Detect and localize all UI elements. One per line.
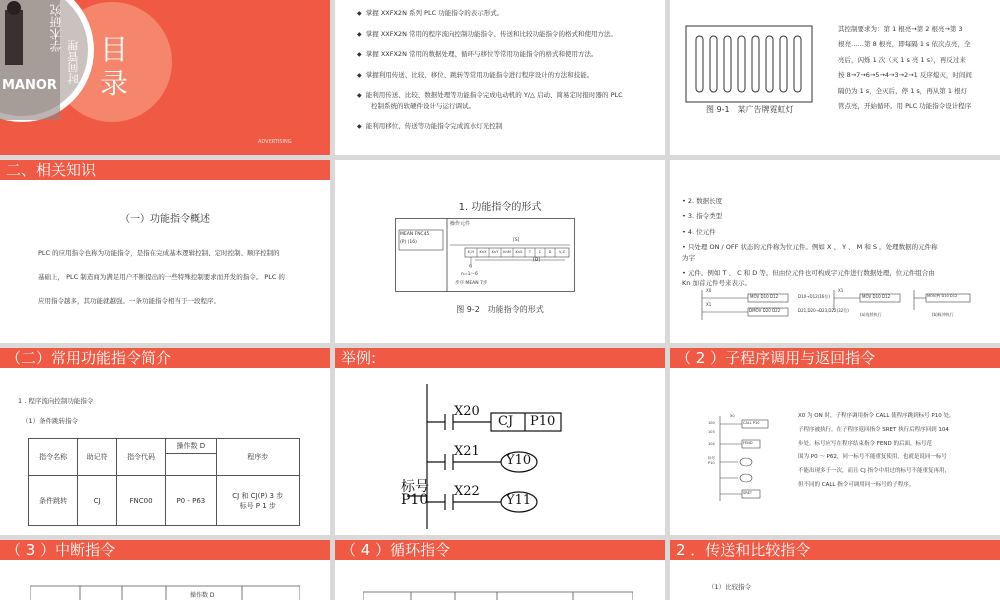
- sub-text-line: 子程序被执行。在子程序返回指令 SRET 执行后程序回到 104: [798, 426, 949, 433]
- datalen-item: • 4. 位元件: [682, 227, 716, 236]
- th-operand: 操作数 D: [166, 439, 216, 454]
- subroutine-text: [798, 412, 996, 490]
- datalen-item: • 2. 数据长度: [682, 197, 723, 205]
- interrupt-table-top: [30, 582, 300, 600]
- objective-item-cont: 控制系统的软硬件设计与运行调试。: [371, 101, 475, 110]
- neon-text-line: 亮后，闪烁 1 次（灭 1 s 亮 1 s），再反过来: [838, 55, 966, 64]
- form-box-1: MEAN FNC45: [400, 232, 430, 237]
- datalen-dmov: DMOV D20 D22: [749, 308, 781, 313]
- cover-side-text-2: [68, 40, 86, 84]
- objective-item: ◆ 能利用移位、传送等功能指令完成流水灯光控制: [357, 122, 503, 131]
- example-x21: X21: [454, 444, 480, 459]
- form-d-label: [D]: [533, 258, 540, 263]
- td-operand: P0 - P63: [166, 476, 216, 526]
- form-cell: C: [538, 250, 542, 254]
- sub-call: CALL P10: [743, 421, 760, 425]
- sub-text-line: 围为 P0 ～ P62，同一标号不能重复使用，也就是说同一标号: [798, 454, 947, 461]
- td-code: FNC00: [116, 476, 165, 526]
- example-label-1: 标号: [401, 479, 429, 495]
- sub-text-line: 但不同的 CALL 指令可调用同一标号的子程序。: [798, 481, 915, 488]
- datalen-movp: MOV(P) D10 D12: [927, 294, 958, 298]
- cj-table: [28, 438, 300, 526]
- example-y10: Y10: [506, 453, 532, 468]
- form-s-label: [S]: [513, 238, 520, 243]
- td-name: 条件跳转: [29, 476, 78, 526]
- slide-cover[interactable]: [0, 0, 330, 155]
- cover-title-2: 录: [100, 67, 129, 100]
- th-operand-sub: [166, 454, 216, 476]
- sub-label-1: 标号: [708, 456, 715, 460]
- form-cell: V,Z: [558, 250, 566, 254]
- slide-form[interactable]: [335, 160, 665, 343]
- sub-n3: 104: [708, 442, 715, 446]
- slide-knowledge[interactable]: [0, 160, 330, 343]
- form-caption: 图 9-2 功能指令的形式: [456, 305, 544, 314]
- slide-neon[interactable]: [670, 0, 1000, 155]
- example-label-2: P10: [401, 492, 429, 508]
- slide-subroutine[interactable]: [670, 348, 1000, 535]
- sub-n2: 103: [708, 430, 715, 434]
- neon-text-line: 其控制要求为：第 1 根亮→第 2 根亮→第 3: [838, 25, 963, 33]
- sub-text-line: 步处。标号应写在程序结束指令 FEND 的后面，标号范: [798, 440, 932, 447]
- cover-title-1: 目: [100, 33, 129, 66]
- td-steps: CJ 和 CJ(P) 3 步 标号 P 1 步: [216, 476, 299, 526]
- form-cell: T: [528, 250, 532, 254]
- slide-objectives[interactable]: [335, 0, 665, 155]
- subroutine-ladder: [708, 416, 788, 516]
- sub-n1: 100: [708, 421, 715, 425]
- th-name: 指令名称: [29, 439, 78, 476]
- th-code: 指令代码: [116, 439, 165, 476]
- neon-text-line: 根亮……第 8 根亮，即每隔 1 s 依次点亮，全: [838, 40, 971, 49]
- datalen-x0: X0: [706, 288, 712, 293]
- datalen-x1: X1: [706, 302, 712, 307]
- objective-item: ◆ 能利用传送、比较、数据处理等功能指令完成电动机的 Y/△ 启动、简易定时报时器的 PLC: [357, 91, 623, 100]
- sub-x0: X0: [730, 414, 735, 418]
- slide-example[interactable]: [335, 348, 665, 535]
- knowledge-para-2: 基础上， PLC 制造商为满足用户不断提出的一些特殊控制要求而开发的指令。 PLC 的: [38, 273, 285, 281]
- objective-item: ◆ 掌握 XXFX2N 系列 PLC 功能指令的表示形式。: [357, 9, 504, 17]
- sub-fend: FEND: [743, 441, 753, 445]
- neon-caption: 图 9-1 某广告牌霓虹灯: [706, 105, 794, 114]
- cover-footer: ADVERTISING: [258, 139, 292, 145]
- interrupt-operand: 操作数 D: [190, 592, 215, 599]
- loop-table-top: [363, 588, 633, 600]
- slide-common[interactable]: [0, 348, 330, 535]
- datalen-item: • 元件。例如 T 、 C 和 D 等。但由位元件也可构成字元件进行数据处理，位元件组合由: [682, 268, 935, 277]
- transfer-line-1: （1）比较指令: [708, 583, 752, 591]
- neon-text-line: 按 8→7→6→5→4→3→2→1 反序熄灭，时间间: [838, 71, 972, 80]
- slide-transfer[interactable]: [670, 540, 1000, 600]
- form-cell: KnS: [515, 250, 523, 254]
- sub-label-2: P10: [708, 461, 715, 465]
- slide-header: （ 3 ）中断指令: [0, 540, 330, 560]
- datalen-note-1: D10→D12(16位): [798, 294, 830, 299]
- form-steps: 步序 MEAN 7步: [455, 281, 488, 286]
- datalen-x1b: X1: [838, 288, 844, 293]
- slide-header: （ 2 ）子程序调用与返回指令: [670, 348, 1000, 368]
- datalen-mov: MOV D10 D12: [750, 294, 779, 299]
- cover-side-1: 学术研究: [49, 4, 63, 52]
- knowledge-subtitle: （一）功能指令概述: [120, 214, 210, 225]
- neon-text-line: 隔仍为 1 s，全灭后，停 1 s，再从第 1 根灯: [838, 86, 968, 95]
- objectives-list: [357, 8, 657, 132]
- datalen-item: • 3. 指令类型: [682, 212, 723, 221]
- objective-item: ◆ 掌握利用传送、比较、移位、跳转等常用功能指令进行程序设计的方法和技能。: [357, 70, 594, 79]
- datalen-cap-a: (a)连续执行: [860, 312, 882, 317]
- neon-text: [838, 24, 998, 111]
- example-x22: X22: [454, 484, 480, 499]
- slide-header: 二、相关知识: [0, 160, 330, 180]
- td-mnemonic: CJ: [78, 476, 117, 526]
- form-title: 1. 功能指令的形式: [458, 202, 542, 213]
- form-cell: D: [548, 250, 552, 254]
- example-ladder: [395, 384, 595, 534]
- slide-loop[interactable]: [335, 540, 665, 600]
- knowledge-para-1: PLC 的应用指令也称为功能指令，是指在完成基本逻辑控制、定时控制、顺序控制的: [38, 249, 280, 257]
- form-cell: K,H: [467, 250, 475, 254]
- slide-datalen[interactable]: [670, 160, 1000, 343]
- datalen-cap-b: (b)脉冲执行: [932, 312, 954, 317]
- cover-side-2: 时间管理: [67, 40, 80, 84]
- knowledge-para-3: 应用指令越多，其功能就越强。一条功能指令相当于一段程序。: [38, 297, 220, 305]
- slide-header: 2 ．传送和比较指令: [670, 540, 1000, 560]
- form-n-range: n=1～6: [461, 272, 478, 277]
- slide-interrupt[interactable]: [0, 540, 330, 600]
- th-steps: 程序步: [216, 439, 299, 476]
- form-box-2: (P) (16): [400, 240, 417, 245]
- common-line-2: （1）条件跳转指令: [22, 417, 79, 425]
- objective-item: ◆ 掌握 XXFX2N 常用的程序流向控制功能指令、传送和比较功能指令的格式和使用方法。: [357, 29, 617, 38]
- cover-logo: MANOR: [2, 78, 57, 93]
- slide-header: （二）常用功能指令简介: [0, 348, 330, 368]
- datalen-note-2: D21,D20→D23,D22(32位): [798, 308, 849, 313]
- common-line-1: 1 . 程序流向控制功能指令: [18, 397, 94, 405]
- objective-item: ◆ 掌握 XXFX2N 常用的数据处理、循环与移位等常用功能指令的格式和使用方法。: [357, 50, 598, 59]
- example-p10-target: P10: [530, 414, 556, 429]
- form-cell: KnM: [503, 250, 511, 254]
- datalen-item: • 只处理 ON / OFF 状态的元件称为位元件。例如 X 、 Y 、 M 和 S 。处理数据的元件称: [682, 243, 938, 252]
- neon-tubes-figure: [684, 24, 814, 104]
- sub-text-line: X0 为 ON 时，子程序调用指令 CALL 使程序跳到标号 P10 处，: [798, 413, 955, 419]
- form-n-label: n: [469, 264, 472, 269]
- th-mnemonic: 助记符: [78, 439, 117, 476]
- example-y11: Y11: [506, 493, 532, 508]
- form-cell: KnX: [479, 250, 487, 254]
- cover-side-text: [50, 4, 68, 52]
- neon-text-line: 管点亮，开始循环。用 PLC 功能指令设计程序: [838, 101, 972, 110]
- example-x20: X20: [454, 404, 480, 419]
- form-cells: [465, 248, 569, 257]
- datalen-list: [682, 196, 997, 289]
- datalen-item: 为字: [682, 253, 695, 262]
- slide-header: 举例:: [335, 348, 665, 368]
- sub-sret: SRET: [743, 491, 753, 495]
- slide-header: （ 4 ）循环指令: [335, 540, 665, 560]
- example-cj: CJ: [498, 414, 514, 429]
- form-cell: KnY: [491, 250, 499, 254]
- datalen-item: Kn 加首元件号来表示。: [682, 279, 751, 288]
- datalen-mov-b: MOV D10 D12: [862, 294, 891, 299]
- sub-text-line: 不能出现多于一次，而且 CJ 指令中用过的标号不能重复再用，: [798, 468, 950, 475]
- form-op-label: 操作元件: [450, 221, 471, 227]
